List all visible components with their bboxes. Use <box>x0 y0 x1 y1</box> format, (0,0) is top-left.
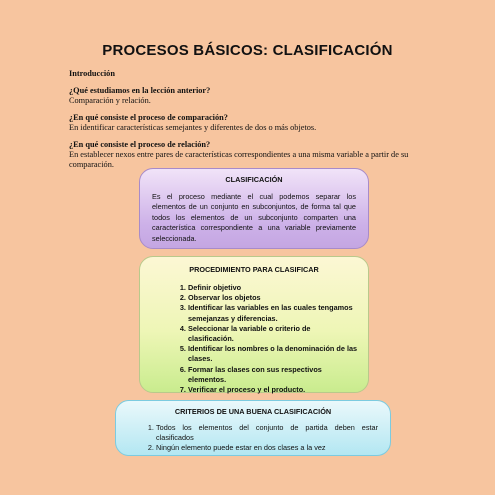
section-answer: En establecer nexos entre pares de características correspondientes a una misma variable a partir de su comparación. <box>69 150 409 169</box>
procedimiento-title: PROCEDIMIENTO PARA CLASIFICAR <box>189 265 319 274</box>
criterios-item: 1. Todos los elementos del conjunto de partida deben estar clasificados <box>156 423 378 443</box>
procedimiento-step: 2. Observar los objetos <box>188 293 358 303</box>
section-comparison <box>69 113 469 133</box>
procedimiento-step: 5. Identificar los nombres o la denominación de las clases. <box>188 344 358 364</box>
procedimiento-box <box>139 256 369 393</box>
clasificacion-box <box>139 168 369 249</box>
procedimiento-step: 7. Verificar el proceso y el producto. <box>188 385 358 395</box>
procedimiento-step: 1. Definir objetivo <box>188 283 358 293</box>
procedimiento-step: 6. Formar las clases con sus respectivos elementos. <box>188 365 358 385</box>
page-title: PROCESOS BÁSICOS: CLASIFICACIÓN <box>102 42 393 59</box>
criterios-list <box>128 423 378 453</box>
procedimiento-steps <box>150 283 358 395</box>
criterios-title: CRITERIOS DE UNA BUENA CLASIFICACIÓN <box>174 407 332 416</box>
clasificacion-title: CLASIFICACIÓN <box>225 175 283 184</box>
section-question: ¿Qué estudiamos en la lección anterior? <box>69 86 211 95</box>
section-answer: Comparación y relación. <box>69 96 151 105</box>
criterios-box <box>115 400 391 456</box>
criterios-item: 2. Ningún elemento puede estar en dos clases a la vez <box>156 443 378 453</box>
clasificacion-text: Es el proceso mediante el cual podemos separar los elementos de un conjunto en subconjuntos, de forma tal que todos los elementos de un subconjunto comparten una característica correspondiente a una variable previamente seleccionada. <box>152 192 356 243</box>
intro-heading: Introducción <box>69 69 115 78</box>
section-question: ¿En qué consiste el proceso de comparación? <box>69 113 228 122</box>
section-question: ¿En qué consiste el proceso de relación? <box>69 140 211 149</box>
procedimiento-step: 3. Identificar las variables en las cuales tengamos semejanzas y diferencias. <box>188 303 358 323</box>
section-answer: En identificar características semejantes y diferentes de dos o más objetos. <box>69 123 317 132</box>
section-previous-lesson <box>69 86 469 106</box>
procedimiento-step: 4. Seleccionar la variable o criterio de clasificación. <box>188 324 358 344</box>
section-relation <box>69 140 439 170</box>
